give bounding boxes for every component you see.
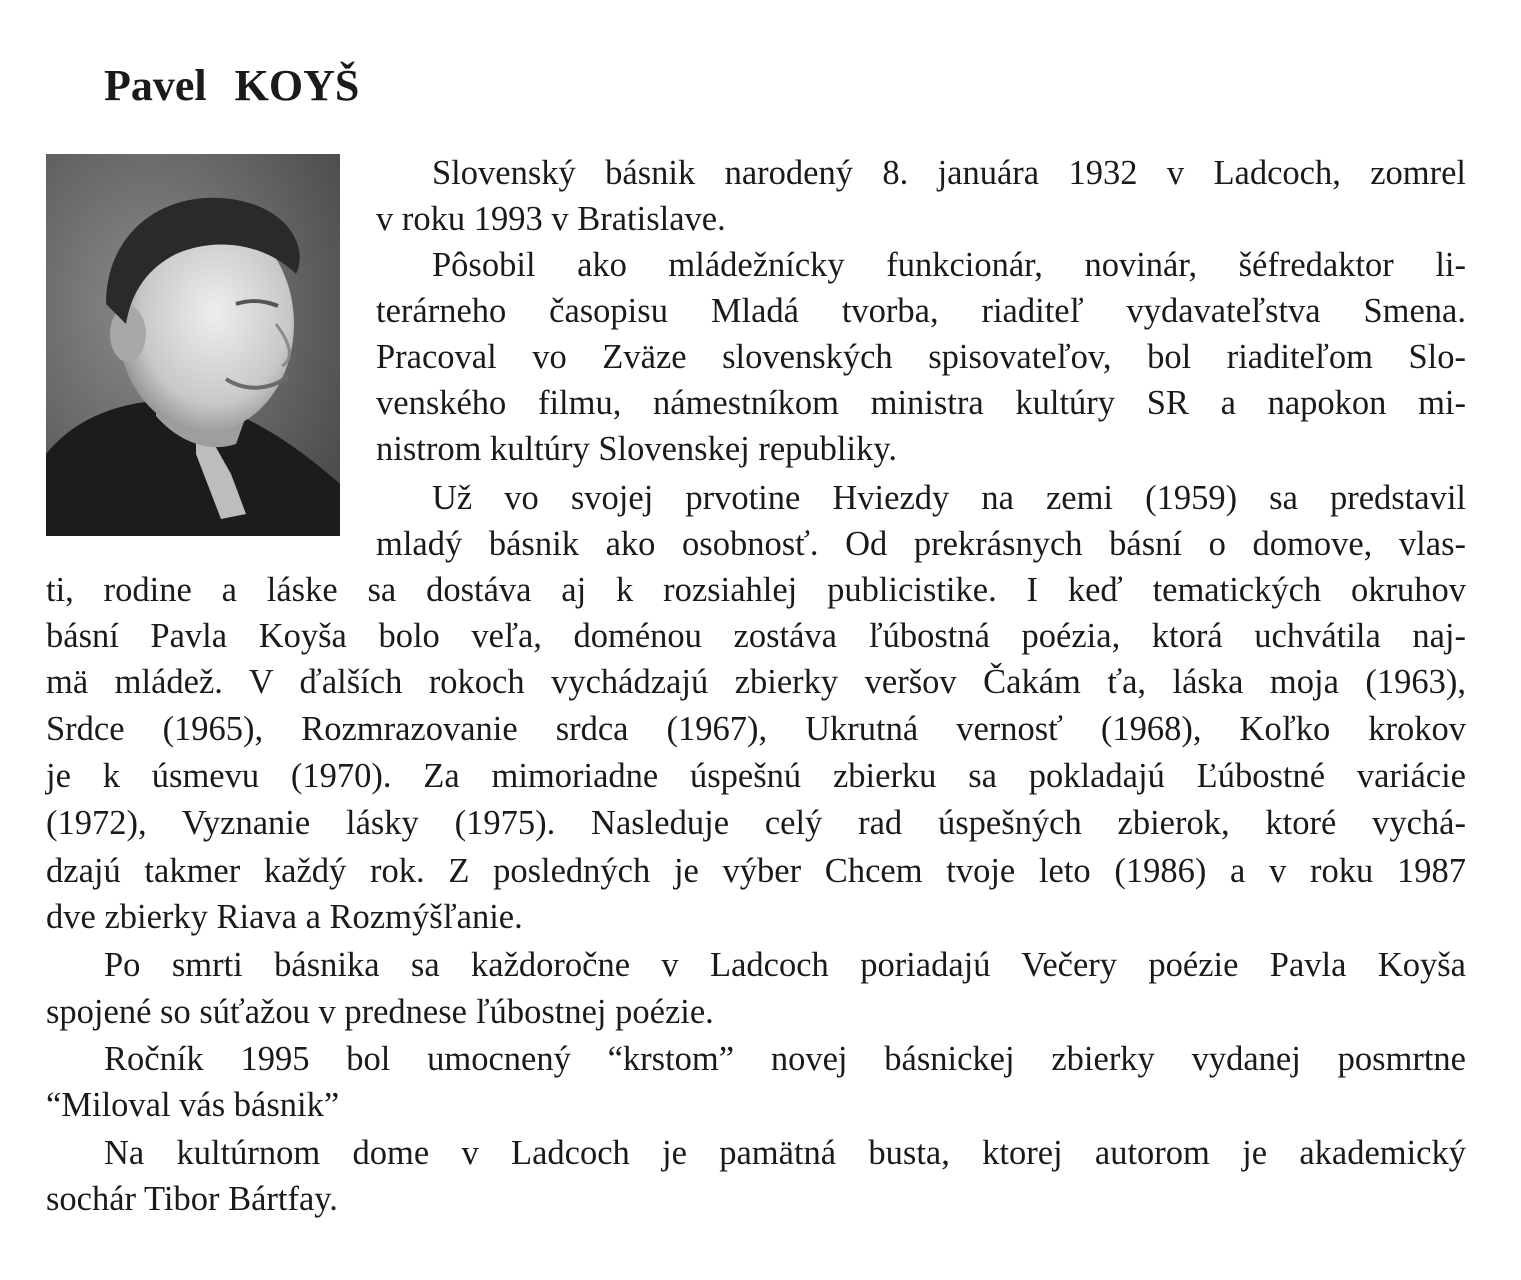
bio-line-12: mä mládež. V ďalších rokoch vychádzajú zbierky veršov Čakám ťa, láska moja (1963), xyxy=(46,663,1466,701)
author-portrait xyxy=(46,154,340,536)
bio-line-4: terárneho časopisu Mladá tvorba, riaditeľ vydavateľstva Smena. xyxy=(376,292,1466,330)
bio-line-9: mladý básnik ako osobnosť. Od prekrásnych básní o domove, vlas- xyxy=(376,525,1466,563)
bio-line-7: nistrom kultúry Slovenskej republiky. xyxy=(376,430,897,468)
bio-line-3: Pôsobil ako mládežnícky funkcionár, novinár, šéfredaktor li- xyxy=(432,246,1466,284)
bio-line-18: Po smrti básnika sa každoročne v Ladcoch poriadajú Večery poézie Pavla Koyša xyxy=(104,946,1466,984)
bio-line-1: Slovenský básnik narodený 8. januára 1932 v Ladcoch, zomrel xyxy=(432,154,1466,192)
bio-line-6: venského filmu, námestníkom ministra kultúry SR a napokon mi- xyxy=(376,384,1466,422)
bio-line-5: Pracoval vo Zväze slovenských spisovateľov, bol riaditeľom Slo- xyxy=(376,338,1466,376)
author-first-name: Pavel xyxy=(104,61,207,110)
bio-line-21: “Miloval vás básnik” xyxy=(46,1086,340,1124)
bio-line-17: dve zbierky Riava a Rozmýšľanie. xyxy=(46,898,523,936)
bio-line-11: básní Pavla Koyša bolo veľa, doménou zostáva ľúbostná poézia, ktorá uchvátila naj- xyxy=(46,617,1466,655)
bio-line-10: ti, rodine a láske sa dostáva aj k rozsiahlej publicistike. I keď tematických okruhov xyxy=(46,571,1466,609)
bio-line-8: Už vo svojej prvotine Hviezdy na zemi (1959) sa predstavil xyxy=(432,479,1466,517)
bio-line-16: dzajú takmer každý rok. Z posledných je výber Chcem tvoje leto (1986) a v roku 1987 xyxy=(46,852,1466,890)
bio-line-19: spojené so súťažou v prednese ľúbostnej poézie. xyxy=(46,993,714,1031)
page-title xyxy=(104,56,359,116)
bio-line-2: v roku 1993 v Bratislave. xyxy=(376,200,726,238)
author-last-name: KOYŠ xyxy=(234,61,360,110)
bio-line-15: (1972), Vyznanie lásky (1975). Nasleduje celý rad úspešných zbierok, ktoré vychá- xyxy=(46,804,1466,842)
portrait-photo-icon xyxy=(46,154,340,536)
bio-line-14: je k úsmevu (1970). Za mimoriadne úspešnú zbierku sa pokladajú Ľúbostné variácie xyxy=(46,757,1466,795)
bio-line-20: Ročník 1995 bol umocnený “krstom” novej básnickej zbierky vydanej posmrtne xyxy=(104,1040,1466,1078)
bio-line-13: Srdce (1965), Rozmrazovanie srdca (1967), Ukrutná vernosť (1968), Koľko krokov xyxy=(46,710,1466,748)
bio-line-22: Na kultúrnom dome v Ladcoch je pamätná busta, ktorej autorom je akademický xyxy=(104,1134,1466,1172)
bio-line-23: sochár Tibor Bártfay. xyxy=(46,1180,338,1218)
